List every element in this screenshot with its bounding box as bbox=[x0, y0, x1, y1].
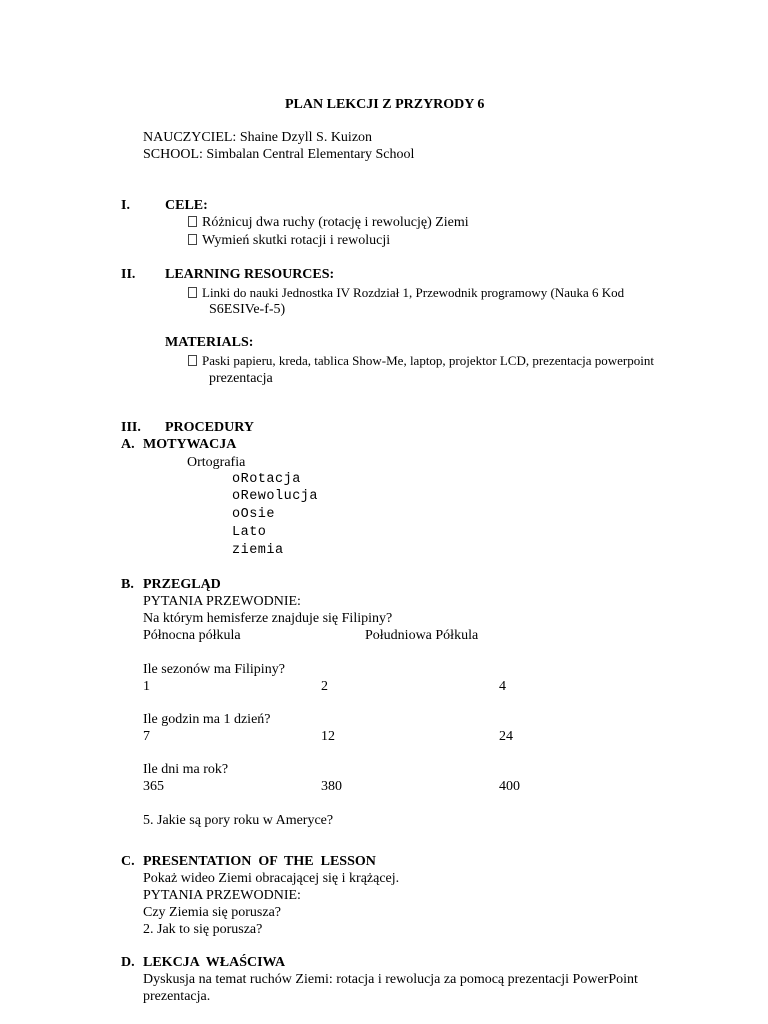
subsection-letter-d: D. bbox=[121, 955, 135, 970]
materials-item bbox=[188, 352, 654, 369]
motivation-heading: MOTYWACJA bbox=[143, 437, 237, 452]
answer-option: 24 bbox=[499, 729, 513, 744]
presentation-heading: PRESENTATION OF THE LESSON bbox=[143, 854, 376, 869]
section-number-1: I. bbox=[121, 198, 130, 213]
answer-option: Południowa Półkula bbox=[365, 628, 479, 643]
answer-option: 2 bbox=[321, 679, 328, 694]
review-question: Ile sezonów ma Filipiny? bbox=[143, 662, 285, 677]
bullet-box-icon bbox=[188, 355, 197, 366]
motivation-subheading: Ortografia bbox=[187, 455, 246, 470]
bullet-box-icon bbox=[188, 287, 197, 298]
spelling-word: oOsie bbox=[232, 507, 276, 522]
review-question: Ile dni ma rok? bbox=[143, 762, 229, 777]
page-title: PLAN LEKCJI Z PRZYRODY 6 bbox=[285, 97, 485, 112]
subsection-letter-c: C. bbox=[121, 854, 135, 869]
school-line: SCHOOL: Simbalan Central Elementary School bbox=[143, 147, 415, 162]
materials-heading: MATERIALS: bbox=[165, 335, 254, 350]
answer-option: 400 bbox=[499, 779, 520, 794]
lesson-text: Dyskusja na temat ruchów Ziemi: rotacja i rewolucja za pomocą prezentacji PowerPoint bbox=[143, 972, 638, 987]
objective-item bbox=[188, 232, 390, 249]
answer-option: 380 bbox=[321, 779, 342, 794]
bullet-box-icon bbox=[188, 234, 197, 245]
objectives-heading: CELE: bbox=[165, 198, 208, 213]
guide-questions-label: PYTANIA PRZEWODNIE: bbox=[143, 594, 301, 609]
review-question: Na którym hemisferze znajduje się Filipiny? bbox=[143, 611, 393, 626]
answer-option: 365 bbox=[143, 779, 164, 794]
subsection-letter-a: A. bbox=[121, 437, 135, 452]
review-heading: PRZEGLĄD bbox=[143, 577, 221, 592]
resource-item-continued: S6ESIVe-f-5) bbox=[209, 302, 286, 317]
section-number-3: III. bbox=[121, 420, 141, 435]
review-question: Ile godzin ma 1 dzień? bbox=[143, 712, 271, 727]
presentation-question: 2. Jak to się porusza? bbox=[143, 922, 263, 937]
materials-text: Paski papieru, kreda, tablica Show-Me, laptop, projektor LCD, prezentacja powerpoint bbox=[202, 353, 654, 368]
procedures-heading: PROCEDURY bbox=[165, 420, 254, 435]
resources-heading: LEARNING RESOURCES: bbox=[165, 267, 335, 282]
teacher-line: NAUCZYCIEL: Shaine Dzyll S. Kuizon bbox=[143, 130, 373, 145]
spelling-word: oRotacja bbox=[232, 472, 301, 487]
objective-text: Różnicuj dwa ruchy (rotację i rewolucję) Ziemi bbox=[202, 215, 469, 230]
answer-option: 1 bbox=[143, 679, 150, 694]
answer-option: 7 bbox=[143, 729, 150, 744]
section-number-2: II. bbox=[121, 267, 136, 282]
lesson-text-continued: prezentacja. bbox=[143, 989, 211, 1004]
presentation-question: Czy Ziemia się porusza? bbox=[143, 905, 282, 920]
objective-item bbox=[188, 214, 469, 231]
bullet-box-icon bbox=[188, 216, 197, 227]
review-question: 5. Jakie są pory roku w Ameryce? bbox=[143, 813, 334, 828]
spelling-word: oRewolucja bbox=[232, 489, 319, 504]
resource-text: Linki do nauki Jednostka IV Rozdział 1, Przewodnik programowy (Nauka 6 Kod bbox=[202, 285, 625, 300]
lesson-heading: LEKCJA WŁAŚCIWA bbox=[143, 955, 286, 970]
materials-item-continued: prezentacja bbox=[209, 371, 273, 386]
answer-option: Północna półkula bbox=[143, 628, 241, 643]
objective-text: Wymień skutki rotacji i rewolucji bbox=[202, 233, 391, 248]
answer-option: 12 bbox=[321, 729, 335, 744]
subsection-letter-b: B. bbox=[121, 577, 134, 592]
spelling-word: Lato bbox=[232, 525, 267, 540]
guide-questions-label: PYTANIA PRZEWODNIE: bbox=[143, 888, 301, 903]
presentation-text: Pokaż wideo Ziemi obracającej się i krążącej. bbox=[143, 871, 400, 886]
resource-item bbox=[188, 284, 624, 301]
spelling-word: ziemia bbox=[232, 543, 284, 558]
answer-option: 4 bbox=[499, 679, 506, 694]
